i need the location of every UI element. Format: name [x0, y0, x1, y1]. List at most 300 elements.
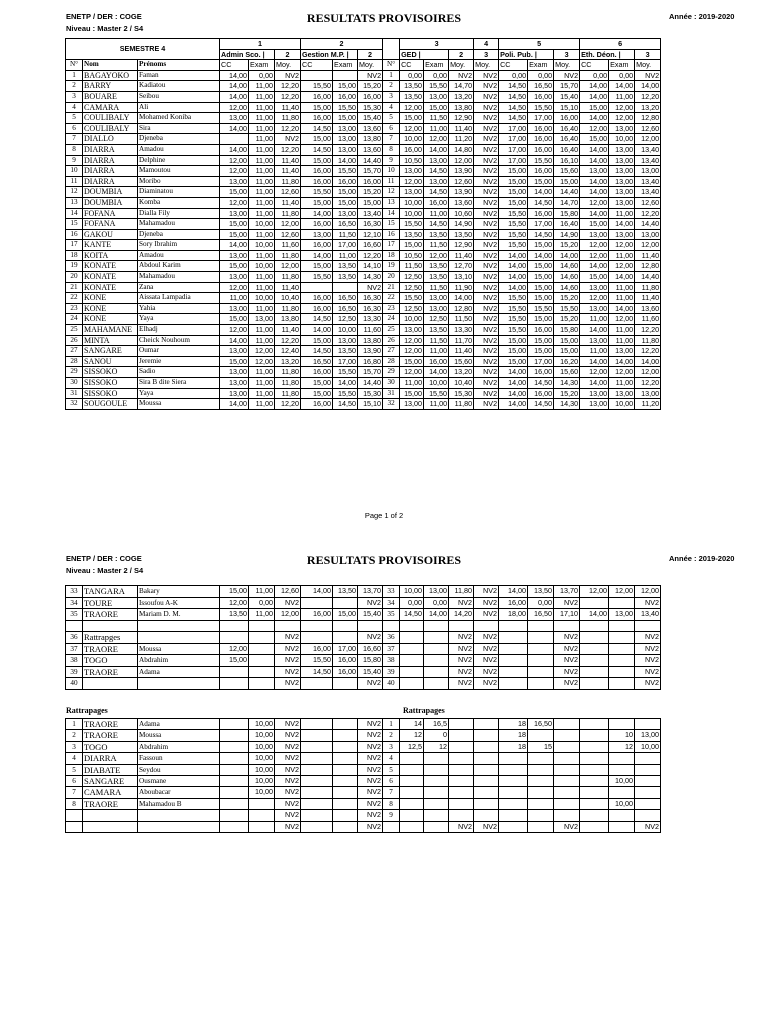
cell-m6-moy: 13,00 — [635, 166, 661, 177]
cell-m3-cc: 13,50 — [400, 229, 424, 240]
cell-prenoms: Sira B dite Siera — [138, 378, 220, 389]
cell-m4-moy: NV2 — [474, 314, 499, 325]
cell-m5-moy: 14,40 — [554, 187, 580, 198]
cell-row-number-2: 27 — [383, 346, 400, 357]
cell-m1-cc: 13,00 — [220, 388, 249, 399]
cell-prenoms: Delphine — [138, 155, 220, 166]
cell-m3-cc — [400, 643, 424, 655]
cell-m4-moy: NV2 — [474, 666, 499, 678]
cell-m6-exam — [609, 666, 635, 678]
cell-m5-exam: 16,00 — [528, 166, 554, 177]
cell-m4-moy: NV2 — [474, 250, 499, 261]
cell-m4-moy: NV2 — [474, 378, 499, 389]
cell-m4-moy: NV2 — [474, 81, 499, 92]
cell-nom: DIARRA — [83, 166, 138, 177]
cell-m3-cc — [400, 776, 424, 787]
cell-m3-cc: 0,00 — [400, 70, 424, 81]
cell-m6-exam: 12 — [609, 741, 635, 752]
cell-m2-cc: 15,00 — [301, 378, 333, 389]
semester-title: SEMESTRE 4 — [66, 39, 220, 60]
cell-row-number: 35 — [66, 609, 83, 621]
cell-prenoms: Seydou — [138, 764, 220, 775]
cell-m5-moy — [554, 730, 580, 741]
cell-m3-cc: 15,00 — [400, 113, 424, 124]
cell-row-number: 38 — [66, 655, 83, 667]
cell-m6-cc: 13,00 — [580, 388, 609, 399]
cell-m5-cc — [499, 787, 528, 798]
cell-m2-cc — [301, 810, 333, 821]
cell-m6-moy: 12,80 — [635, 261, 661, 272]
cell-m2-cc: 15,00 — [301, 155, 333, 166]
cell-nom: DOUMBIA — [83, 197, 138, 208]
cell-row-number-2: 37 — [383, 643, 400, 655]
cell-row-number-2: 11 — [383, 176, 400, 187]
cell-row-number: 40 — [66, 678, 83, 690]
cell-m1-cc: 15,00 — [220, 586, 249, 598]
cell-m1-exam: 11,00 — [249, 81, 275, 92]
cell-m4-moy: NV2 — [474, 144, 499, 155]
cell-m2-cc — [301, 282, 333, 293]
cell-m5-moy: 14,90 — [554, 229, 580, 240]
cell-m5-moy: 15,80 — [554, 325, 580, 336]
cell-m5-exam — [528, 655, 554, 667]
cell-m5-moy: 15,10 — [554, 102, 580, 113]
cell-m2-cc: 15,00 — [301, 388, 333, 399]
cell-m5-moy: 14,00 — [554, 250, 580, 261]
cell-m1-cc: 12,00 — [220, 197, 249, 208]
cell-nom: TANGARA — [83, 586, 138, 598]
cell-m5-exam: 15,00 — [528, 335, 554, 346]
cell-m3-moy — [449, 620, 474, 632]
cell-m5-cc: 15,00 — [499, 166, 528, 177]
cell-m2-exam — [333, 753, 358, 764]
cell-prenoms: Mahamadou B — [138, 798, 220, 809]
cell-m3-cc: 15,00 — [400, 240, 424, 251]
cell-m2-cc: 15,50 — [301, 81, 333, 92]
cell-m6-cc — [580, 730, 609, 741]
cell-prenoms: Seibou — [138, 91, 220, 102]
cell-m1-cc — [220, 134, 249, 145]
cell-nom: TOGO — [83, 655, 138, 667]
cell-m2-exam: 13,00 — [333, 134, 358, 145]
cell-m1-moy: 12,20 — [275, 91, 301, 102]
cell-m1-moy: NV2 — [275, 741, 301, 752]
cell-row-number-2: 8 — [383, 144, 400, 155]
cell-m5-moy — [554, 741, 580, 752]
cell-m1-exam: 11,00 — [249, 91, 275, 102]
cell-m3-exam: 15,00 — [424, 102, 449, 113]
cell-nom: COULIBALY — [83, 113, 138, 124]
cell-row-number-2: 5 — [383, 113, 400, 124]
cell-m1-exam: 11,00 — [249, 208, 275, 219]
cell-m2-exam — [333, 70, 358, 81]
cell-m1-cc: 15,00 — [220, 219, 249, 230]
cell-m2-cc: 13,00 — [301, 229, 333, 240]
table-row — [66, 134, 661, 145]
cell-m3-moy: 11,20 — [449, 134, 474, 145]
cell-nom: GAKOU — [83, 229, 138, 240]
cell-m1-cc: 12,00 — [220, 325, 249, 336]
cell-m4-moy — [474, 764, 499, 775]
cell-m3-moy: 13,20 — [449, 91, 474, 102]
cell-nom: TRAORE — [83, 666, 138, 678]
cell-m5-moy: 15,80 — [554, 208, 580, 219]
cell-m6-exam — [609, 620, 635, 632]
cell-row-number: 4 — [66, 753, 83, 764]
cell-row-number-2: 26 — [383, 335, 400, 346]
cell-m3-cc: 12,50 — [400, 303, 424, 314]
cell-m1-moy: 11,80 — [275, 272, 301, 283]
cell-m6-cc — [580, 821, 609, 832]
cell-m6-cc: 12,00 — [580, 123, 609, 134]
cell-m6-moy: 11,60 — [635, 314, 661, 325]
cell-m3-moy — [449, 787, 474, 798]
cell-m5-exam: 13,50 — [528, 586, 554, 598]
cell-m6-moy: 11,40 — [635, 250, 661, 261]
cell-m6-moy: 13,40 — [635, 176, 661, 187]
page-title: RESULTATS PROVISOIRES — [306, 553, 462, 567]
cell-m3-cc: 12,00 — [400, 346, 424, 357]
cell-m2-exam: 16,50 — [333, 219, 358, 230]
cell-m2-moy: NV2 — [358, 764, 383, 775]
cell-m1-exam: 11,00 — [249, 272, 275, 283]
cell-m5-cc: 18 — [499, 719, 528, 730]
cell-m2-exam: 12,50 — [333, 314, 358, 325]
cell-m2-moy: 15,30 — [358, 388, 383, 399]
table-row — [66, 678, 661, 690]
cell-m3-moy: 10,60 — [449, 208, 474, 219]
cell-m1-exam: 11,00 — [249, 166, 275, 177]
cell-m5-moy: 14,70 — [554, 197, 580, 208]
table-row — [66, 261, 661, 272]
cell-m6-exam — [609, 655, 635, 667]
cell-m5-moy: 14,60 — [554, 282, 580, 293]
cell-m1-cc — [220, 678, 249, 690]
cell-m5-exam: 16,00 — [528, 144, 554, 155]
cell-m1-cc: 15,00 — [220, 314, 249, 325]
cell-m3-moy: NV2 — [449, 632, 474, 644]
cell-m5-exam: 0,00 — [528, 597, 554, 609]
cell-m3-cc: 14,50 — [400, 609, 424, 621]
table-row — [66, 176, 661, 187]
cell-m2-cc — [301, 764, 333, 775]
cell-m2-moy: 13,30 — [358, 314, 383, 325]
cell-m3-moy: 13,80 — [449, 102, 474, 113]
cell-m3-moy: NV2 — [449, 655, 474, 667]
cell-m2-exam: 11,00 — [333, 250, 358, 261]
cell-m5-exam: 16,00 — [528, 388, 554, 399]
cell-row-number-2: 18 — [383, 250, 400, 261]
cell-prenoms — [138, 620, 220, 632]
cell-m5-cc: 15,50 — [499, 293, 528, 304]
cell-m3-exam — [424, 810, 449, 821]
cell-m1-cc: 15,00 — [220, 261, 249, 272]
cell-m6-cc: 15,00 — [580, 134, 609, 145]
cell-m6-cc: 15,00 — [580, 272, 609, 283]
cell-m2-moy: 16,30 — [358, 219, 383, 230]
cell-m3-moy: 11,90 — [449, 282, 474, 293]
cell-m1-exam: 11,00 — [249, 586, 275, 598]
cell-m6-cc: 14,00 — [580, 609, 609, 621]
table-row — [66, 187, 661, 198]
cell-m6-exam: 14,00 — [609, 356, 635, 367]
cell-m4-moy: NV2 — [474, 367, 499, 378]
module-3-coef: 2 — [449, 49, 474, 60]
cell-m5-exam — [528, 821, 554, 832]
cell-m2-cc: 16,00 — [301, 399, 333, 410]
cell-m5-moy — [554, 753, 580, 764]
cell-m2-cc: 15,00 — [301, 197, 333, 208]
cell-nom: KOITA — [83, 250, 138, 261]
cell-m1-exam: 11,00 — [249, 609, 275, 621]
table-row — [66, 609, 661, 621]
table-row — [66, 798, 661, 809]
cell-m1-moy: NV2 — [275, 597, 301, 609]
cell-nom: KONATE — [83, 261, 138, 272]
cell-m2-cc: 15,50 — [301, 272, 333, 283]
cell-m3-exam — [424, 678, 449, 690]
cell-m6-cc: 12,00 — [580, 586, 609, 598]
cell-m5-cc: 15,50 — [499, 325, 528, 336]
cell-m3-moy: 11,80 — [449, 399, 474, 410]
module-6-name: Eth. Déon. | — [580, 49, 635, 60]
cell-m3-moy: 13,30 — [449, 325, 474, 336]
cell-m6-moy: 13,20 — [635, 102, 661, 113]
cell-row-number: 30 — [66, 378, 83, 389]
cell-m5-cc: 15,00 — [499, 176, 528, 187]
cell-m1-moy: NV2 — [275, 70, 301, 81]
cell-nom: FOFANA — [83, 208, 138, 219]
cell-m6-cc — [580, 666, 609, 678]
cell-m3-exam: 11,00 — [424, 123, 449, 134]
cell-m1-moy: NV2 — [275, 655, 301, 667]
cell-prenoms: Kadiatou — [138, 81, 220, 92]
col-header-cc: CC — [499, 60, 528, 71]
cell-m2-cc: 16,00 — [301, 609, 333, 621]
cell-m4-moy: NV2 — [474, 102, 499, 113]
cell-m2-moy: NV2 — [358, 597, 383, 609]
table-row — [66, 764, 661, 775]
table-row — [66, 356, 661, 367]
cell-m6-moy: 12,20 — [635, 91, 661, 102]
cell-prenoms: Abdoul Karim — [138, 261, 220, 272]
cell-prenoms: Ali — [138, 102, 220, 113]
cell-m3-moy: 11,40 — [449, 346, 474, 357]
cell-m6-cc: 0,00 — [580, 70, 609, 81]
cell-m5-moy: 16,20 — [554, 356, 580, 367]
table-row — [66, 666, 661, 678]
cell-m3-moy: NV2 — [449, 597, 474, 609]
cell-m2-cc: 15,00 — [301, 134, 333, 145]
cell-m1-cc: 12,00 — [220, 597, 249, 609]
rattrapages-label-left: Rattrapages — [66, 706, 108, 715]
cell-m6-exam: 11,00 — [609, 208, 635, 219]
cell-m2-exam: 15,50 — [333, 102, 358, 113]
cell-m5-exam: 15 — [528, 741, 554, 752]
cell-m6-exam: 11,00 — [609, 335, 635, 346]
cell-m2-moy: 15,10 — [358, 399, 383, 410]
cell-m2-exam: 11,50 — [333, 229, 358, 240]
col-header-number: N° — [383, 60, 400, 71]
cell-row-number: 3 — [66, 741, 83, 752]
cell-m2-exam: 13,00 — [333, 208, 358, 219]
cell-m2-cc: 14,00 — [301, 208, 333, 219]
cell-row-number-2: 13 — [383, 197, 400, 208]
cell-m3-moy: 11,50 — [449, 314, 474, 325]
cell-m1-cc: 14,00 — [220, 70, 249, 81]
cell-m1-cc: 12,00 — [220, 643, 249, 655]
cell-m2-moy: NV2 — [358, 821, 383, 832]
cell-m6-cc: 14,00 — [580, 155, 609, 166]
col-header-cc: CC — [220, 60, 249, 71]
cell-m5-cc: 18,00 — [499, 609, 528, 621]
cell-m6-moy: 11,40 — [635, 293, 661, 304]
cell-m4-moy: NV2 — [474, 335, 499, 346]
cell-m5-moy — [554, 798, 580, 809]
cell-m2-exam — [333, 620, 358, 632]
cell-m2-exam: 15,00 — [333, 113, 358, 124]
module-5-name: Poli. Pub. | — [499, 49, 554, 60]
cell-row-number-2: 9 — [383, 155, 400, 166]
cell-m4-moy: NV2 — [474, 261, 499, 272]
cell-row-number-2: 33 — [383, 586, 400, 598]
cell-m6-moy: 11,80 — [635, 282, 661, 293]
cell-m6-cc: 13,00 — [580, 229, 609, 240]
cell-m6-moy: 12,20 — [635, 325, 661, 336]
cell-m1-cc — [220, 620, 249, 632]
cell-prenoms: Aissata Lampadia — [138, 293, 220, 304]
cell-m2-cc: 16,00 — [301, 293, 333, 304]
cell-m2-exam — [333, 776, 358, 787]
cell-m5-exam: 15,00 — [528, 261, 554, 272]
cell-row-number-2: 5 — [383, 764, 400, 775]
cell-m6-exam: 12,00 — [609, 586, 635, 598]
cell-m6-exam — [609, 764, 635, 775]
cell-m1-exam: 10,00 — [249, 776, 275, 787]
cell-nom: KONATE — [83, 282, 138, 293]
table-row — [66, 272, 661, 283]
cell-m2-moy: NV2 — [358, 678, 383, 690]
cell-m2-cc — [301, 620, 333, 632]
cell-m5-cc — [499, 798, 528, 809]
cell-m2-cc: 16,00 — [301, 176, 333, 187]
cell-m2-exam: 13,50 — [333, 346, 358, 357]
cell-m2-exam: 15,00 — [333, 81, 358, 92]
cell-row-number-2: 6 — [383, 776, 400, 787]
cell-row-number-2: 24 — [383, 314, 400, 325]
cell-m2-moy: 16,60 — [358, 240, 383, 251]
cell-m5-exam — [528, 764, 554, 775]
cell-m2-moy: 15,20 — [358, 81, 383, 92]
cell-m5-cc: 14,50 — [499, 113, 528, 124]
cell-m5-cc: 14,00 — [499, 399, 528, 410]
cell-m1-exam: 10,00 — [249, 730, 275, 741]
cell-m5-moy — [554, 787, 580, 798]
cell-prenoms: Oumar — [138, 346, 220, 357]
table-row — [66, 388, 661, 399]
cell-m5-cc: 15,50 — [499, 314, 528, 325]
cell-m6-cc — [580, 643, 609, 655]
cell-m5-exam — [528, 666, 554, 678]
cell-m5-cc: 14,00 — [499, 261, 528, 272]
cell-m6-cc: 14,00 — [580, 356, 609, 367]
cell-m6-moy — [635, 764, 661, 775]
cell-m3-moy: 11,70 — [449, 335, 474, 346]
cell-m2-exam — [333, 719, 358, 730]
cell-m1-exam: 11,00 — [249, 197, 275, 208]
cell-m3-exam — [424, 798, 449, 809]
cell-m3-moy: 11,40 — [449, 250, 474, 261]
cell-m2-exam: 14,50 — [333, 399, 358, 410]
cell-m5-exam: 15,00 — [528, 314, 554, 325]
cell-row-number: 7 — [66, 134, 83, 145]
cell-m5-exam — [528, 798, 554, 809]
cell-m5-cc: 14,00 — [499, 586, 528, 598]
cell-m6-cc: 14,00 — [580, 144, 609, 155]
cell-m1-cc: 13,00 — [220, 176, 249, 187]
cell-nom: KANTE — [83, 240, 138, 251]
cell-m3-moy: 11,80 — [449, 586, 474, 598]
cell-m3-exam — [424, 620, 449, 632]
cell-nom: DIALLO — [83, 134, 138, 145]
table-row — [66, 655, 661, 667]
cell-m3-cc — [400, 798, 424, 809]
cell-row-number-2: 10 — [383, 166, 400, 177]
cell-m6-cc — [580, 632, 609, 644]
cell-prenoms: Mahamadou — [138, 272, 220, 283]
cell-m3-cc: 10,50 — [400, 155, 424, 166]
cell-m3-exam: 13,00 — [424, 176, 449, 187]
cell-m1-exam: 10,00 — [249, 719, 275, 730]
cell-row-number-2: 16 — [383, 229, 400, 240]
cell-m4-moy: NV2 — [474, 282, 499, 293]
cell-m4-moy: NV2 — [474, 155, 499, 166]
cell-row-number-2: 34 — [383, 597, 400, 609]
cell-row-number: 5 — [66, 764, 83, 775]
cell-m3-cc: 12,50 — [400, 282, 424, 293]
cell-nom: KONE — [83, 293, 138, 304]
cell-m5-exam: 15,50 — [528, 155, 554, 166]
cell-m6-cc: 13,00 — [580, 166, 609, 177]
cell-m2-cc: 14,50 — [301, 144, 333, 155]
cell-m6-cc — [580, 798, 609, 809]
table-row — [66, 810, 661, 821]
cell-prenoms: Moribo — [138, 176, 220, 187]
cell-m5-moy: 15,20 — [554, 314, 580, 325]
cell-m2-moy: NV2 — [358, 70, 383, 81]
cell-m1-moy: 12,20 — [275, 335, 301, 346]
cell-m2-moy: 12,10 — [358, 229, 383, 240]
cell-m5-exam: 17,00 — [528, 113, 554, 124]
cell-m3-exam: 13,00 — [424, 586, 449, 598]
cell-m5-exam — [528, 810, 554, 821]
cell-m6-cc — [580, 776, 609, 787]
cell-m2-cc: 16,50 — [301, 356, 333, 367]
cell-m3-exam: 10,00 — [424, 378, 449, 389]
cell-m3-exam: 0,00 — [424, 70, 449, 81]
cell-m6-moy: 13,40 — [635, 144, 661, 155]
cell-m2-cc: 14,00 — [301, 250, 333, 261]
cell-m5-cc: 15,50 — [499, 240, 528, 251]
cell-m5-cc: 14,00 — [499, 272, 528, 283]
cell-m3-cc — [400, 787, 424, 798]
cell-m6-moy: 12,20 — [635, 378, 661, 389]
cell-m5-cc — [499, 655, 528, 667]
cell-m3-exam — [424, 666, 449, 678]
cell-m4-moy: NV2 — [474, 166, 499, 177]
cell-m6-moy — [635, 776, 661, 787]
cell-prenoms: Abdrahim — [138, 741, 220, 752]
